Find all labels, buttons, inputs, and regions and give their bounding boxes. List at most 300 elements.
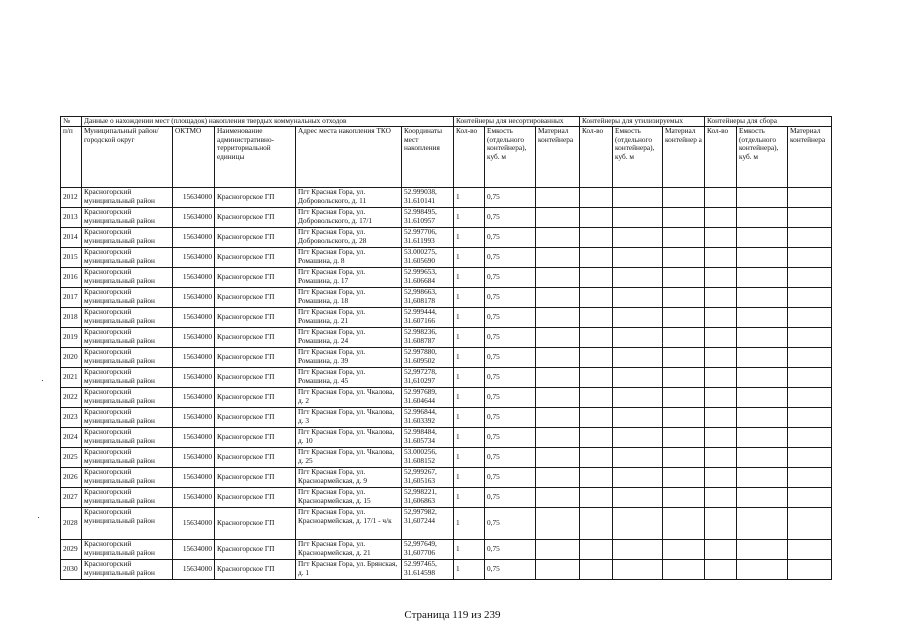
coords-cell: 52.999444, 31.607166 xyxy=(402,308,454,328)
empty-cell xyxy=(705,560,737,580)
empty-cell xyxy=(705,208,737,228)
oktmo-cell: 15634000 xyxy=(173,560,215,580)
table-row xyxy=(61,448,832,468)
empty-cell xyxy=(788,408,832,428)
empty-cell xyxy=(580,208,613,228)
oktmo-cell: 15634000 xyxy=(173,540,215,560)
empty-cell xyxy=(737,388,788,408)
empty-cell xyxy=(613,560,663,580)
material-header-recycled: Материал контейнер а xyxy=(663,127,705,188)
table-row xyxy=(61,268,832,288)
empty-cell xyxy=(788,488,832,508)
empty-cell xyxy=(705,368,737,388)
admin-unit-cell: Красногорское ГП xyxy=(215,428,296,448)
qty-header-recycled: Кол-во xyxy=(580,127,613,188)
empty-cell xyxy=(663,248,705,268)
coords-cell: 52,997649, 31,607706 xyxy=(402,540,454,560)
coords-cell: 52.999653, 31.606684 xyxy=(402,268,454,288)
admin-unit-header: Наименование административно-территориальной единицы xyxy=(215,127,296,188)
admin-unit-cell: Красногорское ГП xyxy=(215,208,296,228)
empty-cell xyxy=(737,188,788,208)
empty-cell xyxy=(705,268,737,288)
table-row xyxy=(61,368,832,388)
scan-speck xyxy=(662,343,663,344)
empty-cell xyxy=(613,208,663,228)
capacity-cell: 0,75 xyxy=(485,488,536,508)
empty-cell xyxy=(580,248,613,268)
qty-cell: 1 xyxy=(454,268,485,288)
empty-cell xyxy=(663,468,705,488)
empty-cell xyxy=(580,328,613,348)
coords-cell: 52,997982, 31,607244 xyxy=(402,508,454,540)
empty-cell xyxy=(737,540,788,560)
empty-cell xyxy=(580,408,613,428)
qty-cell: 1 xyxy=(454,540,485,560)
empty-cell xyxy=(705,188,737,208)
address-cell: Пгт Красная Гора, ул. Добровольского, д. 11 xyxy=(296,188,402,208)
row-number-cell: 2023 xyxy=(61,408,82,428)
admin-unit-cell: Красногорское ГП xyxy=(215,468,296,488)
capacity-cell: 0,75 xyxy=(485,288,536,308)
empty-cell xyxy=(663,508,705,540)
row-number-cell: 2013 xyxy=(61,208,82,228)
oktmo-cell: 15634000 xyxy=(173,228,215,248)
empty-cell xyxy=(613,368,663,388)
coords-cell: 53.000275, 31.605690 xyxy=(402,248,454,268)
empty-cell xyxy=(536,428,580,448)
oktmo-cell: 15634000 xyxy=(173,488,215,508)
capacity-cell: 0,75 xyxy=(485,428,536,448)
empty-cell xyxy=(580,368,613,388)
coords-header: Координаты мест накопления xyxy=(402,127,454,188)
coords-cell: 52,998663, 31,608178 xyxy=(402,288,454,308)
row-number-cell: 2021 xyxy=(61,368,82,388)
oktmo-cell: 15634000 xyxy=(173,208,215,228)
oktmo-cell: 15634000 xyxy=(173,408,215,428)
waste-site-register-table xyxy=(60,116,832,580)
scan-speck xyxy=(38,517,39,518)
admin-unit-cell: Красногорское ГП xyxy=(215,448,296,468)
empty-cell xyxy=(663,448,705,468)
empty-cell xyxy=(580,428,613,448)
municipal-cell: Красногорский муниципальный район xyxy=(82,288,173,308)
empty-cell xyxy=(663,228,705,248)
capacity-cell: 0,75 xyxy=(485,208,536,228)
empty-cell xyxy=(613,288,663,308)
empty-cell xyxy=(788,208,832,228)
municipal-cell: Красногорский муниципальный район xyxy=(82,428,173,448)
empty-cell xyxy=(705,248,737,268)
municipal-cell: Красногорский муниципальный район xyxy=(82,448,173,468)
empty-cell xyxy=(788,288,832,308)
qty-cell: 1 xyxy=(454,560,485,580)
unsorted-group-header: Контейнеры для несортированных xyxy=(454,117,580,127)
capacity-cell: 0,75 xyxy=(485,540,536,560)
admin-unit-cell: Красногорское ГП xyxy=(215,328,296,348)
empty-cell xyxy=(580,540,613,560)
table-row xyxy=(61,188,832,208)
capacity-cell: 0,75 xyxy=(485,388,536,408)
table-row xyxy=(61,328,832,348)
oktmo-cell: 15634000 xyxy=(173,428,215,448)
table-row xyxy=(61,288,832,308)
empty-cell xyxy=(536,388,580,408)
admin-unit-cell: Красногорское ГП xyxy=(215,388,296,408)
empty-cell xyxy=(613,448,663,468)
table-row xyxy=(61,388,832,408)
empty-cell xyxy=(705,308,737,328)
oktmo-cell: 15634000 xyxy=(173,308,215,328)
table-row xyxy=(61,408,832,428)
empty-cell xyxy=(737,448,788,468)
capacity-cell: 0,75 xyxy=(485,308,536,328)
qty-cell: 1 xyxy=(454,388,485,408)
empty-cell xyxy=(737,328,788,348)
empty-cell xyxy=(737,208,788,228)
empty-cell xyxy=(663,208,705,228)
oktmo-cell: 15634000 xyxy=(173,268,215,288)
empty-cell xyxy=(536,540,580,560)
empty-cell xyxy=(737,248,788,268)
empty-cell xyxy=(663,268,705,288)
empty-cell xyxy=(705,468,737,488)
capacity-cell: 0,75 xyxy=(485,508,536,540)
municipal-cell: Красногорский муниципальный район xyxy=(82,408,173,428)
oktmo-cell: 15634000 xyxy=(173,288,215,308)
qty-cell: 1 xyxy=(454,428,485,448)
table-row xyxy=(61,348,832,368)
empty-cell xyxy=(536,308,580,328)
empty-cell xyxy=(580,268,613,288)
empty-cell xyxy=(580,560,613,580)
qty-cell: 1 xyxy=(454,468,485,488)
empty-cell xyxy=(663,328,705,348)
admin-unit-cell: Красногорское ГП xyxy=(215,228,296,248)
empty-cell xyxy=(580,308,613,328)
empty-cell xyxy=(737,408,788,428)
oktmo-cell: 15634000 xyxy=(173,348,215,368)
capacity-cell: 0,75 xyxy=(485,468,536,488)
empty-cell xyxy=(705,488,737,508)
qty-cell: 1 xyxy=(454,188,485,208)
empty-cell xyxy=(737,428,788,448)
empty-cell xyxy=(705,448,737,468)
empty-cell xyxy=(536,468,580,488)
qty-cell: 1 xyxy=(454,448,485,468)
empty-cell xyxy=(613,540,663,560)
coords-cell: 52.996844, 31.603392 xyxy=(402,408,454,428)
empty-cell xyxy=(788,308,832,328)
address-cell: Пгт Красная Гора, ул. Ромашина, д. 8 xyxy=(296,248,402,268)
empty-cell xyxy=(663,288,705,308)
row-number-cell: 2022 xyxy=(61,388,82,408)
table-row xyxy=(61,468,832,488)
municipal-cell: Красногорский муниципальный район xyxy=(82,208,173,228)
empty-cell xyxy=(663,388,705,408)
table-row xyxy=(61,308,832,328)
col-num-sub-header: п/п xyxy=(61,127,82,188)
empty-cell xyxy=(613,268,663,288)
empty-cell xyxy=(580,488,613,508)
empty-cell xyxy=(613,428,663,448)
admin-unit-cell: Красногорское ГП xyxy=(215,540,296,560)
empty-cell xyxy=(536,408,580,428)
qty-cell: 1 xyxy=(454,408,485,428)
municipal-cell: Красногорский муниципальный район xyxy=(82,540,173,560)
capacity-cell: 0,75 xyxy=(485,248,536,268)
empty-cell xyxy=(663,408,705,428)
empty-cell xyxy=(613,408,663,428)
row-number-cell: 2015 xyxy=(61,248,82,268)
recycled-group-header: Контейнеры для утилизируемых xyxy=(580,117,705,127)
empty-cell xyxy=(663,368,705,388)
empty-cell xyxy=(705,228,737,248)
address-cell: Пгт Красная Гора, ул. Красноармейская, д. 15 xyxy=(296,488,402,508)
municipal-header: Муниципальный район/городской округ xyxy=(82,127,173,188)
address-cell: Пгт Красная Гора, ул. Красноармейская, д. 9 xyxy=(296,468,402,488)
capacity-header-recycled: Емкость (отдельного контейнера), куб. м xyxy=(613,127,663,188)
empty-cell xyxy=(536,448,580,468)
coords-cell: 52.999038, 31.610141 xyxy=(402,188,454,208)
admin-unit-cell: Красногорское ГП xyxy=(215,248,296,268)
municipal-cell: Красногорский муниципальный район xyxy=(82,560,173,580)
empty-cell xyxy=(580,188,613,208)
empty-cell xyxy=(613,188,663,208)
coords-cell: 52.997880, 31.609502 xyxy=(402,348,454,368)
qty-cell: 1 xyxy=(454,328,485,348)
oktmo-cell: 15634000 xyxy=(173,388,215,408)
empty-cell xyxy=(580,508,613,540)
empty-cell xyxy=(663,348,705,368)
empty-cell xyxy=(705,328,737,348)
coords-cell: 52.998236, 31.608787 xyxy=(402,328,454,348)
table-row xyxy=(61,508,832,540)
scan-speck xyxy=(42,380,43,381)
municipal-cell: Красногорский муниципальный район xyxy=(82,228,173,248)
table-row xyxy=(61,248,832,268)
empty-cell xyxy=(788,508,832,540)
row-number-cell: 2012 xyxy=(61,188,82,208)
admin-unit-cell: Красногорское ГП xyxy=(215,188,296,208)
empty-cell xyxy=(737,348,788,368)
qty-cell: 1 xyxy=(454,308,485,328)
address-cell: Пгт Красная Гора, ул. Красноармейская, д. 21 xyxy=(296,540,402,560)
municipal-cell: Красногорский муниципальный район xyxy=(82,248,173,268)
row-number-cell: 2017 xyxy=(61,288,82,308)
table-row xyxy=(61,560,832,580)
municipal-cell: Красногорский муниципальный район xyxy=(82,328,173,348)
coords-cell: 52,999267, 31,605163 xyxy=(402,468,454,488)
empty-cell xyxy=(536,188,580,208)
municipal-cell: Красногорский муниципальный район xyxy=(82,488,173,508)
empty-cell xyxy=(737,368,788,388)
empty-cell xyxy=(580,288,613,308)
capacity-cell: 0,75 xyxy=(485,328,536,348)
empty-cell xyxy=(788,540,832,560)
empty-cell xyxy=(613,228,663,248)
qty-cell: 1 xyxy=(454,248,485,268)
empty-cell xyxy=(613,328,663,348)
empty-cell xyxy=(663,308,705,328)
coords-cell: 52.997465, 31.614598 xyxy=(402,560,454,580)
coords-cell: 52.998484, 31.605734 xyxy=(402,428,454,448)
municipal-cell: Красногорский муниципальный район xyxy=(82,348,173,368)
empty-cell xyxy=(613,508,663,540)
capacity-cell: 0,75 xyxy=(485,228,536,248)
address-cell: Пгт Красная Гора, ул. Чкалова, д. 10 xyxy=(296,428,402,448)
empty-cell xyxy=(788,368,832,388)
empty-cell xyxy=(737,308,788,328)
address-cell: Пгт Красная Гора, ул. Добровольского, д. 28 xyxy=(296,228,402,248)
empty-cell xyxy=(737,268,788,288)
coords-cell: 52,998221, 31,606863 xyxy=(402,488,454,508)
capacity-header-unsorted: Емкость (отдельного контейнера), куб. м xyxy=(485,127,536,188)
empty-cell xyxy=(788,448,832,468)
row-number-cell: 2025 xyxy=(61,448,82,468)
empty-cell xyxy=(663,540,705,560)
admin-unit-cell: Красногорское ГП xyxy=(215,368,296,388)
municipal-cell: Красногорский муниципальный район xyxy=(82,468,173,488)
empty-cell xyxy=(613,348,663,368)
address-cell: Пгт Красная Гора, ул. Ромашина, д. 17 xyxy=(296,268,402,288)
capacity-cell: 0,75 xyxy=(485,268,536,288)
empty-cell xyxy=(536,208,580,228)
coords-cell: 52,997278, 31,610297 xyxy=(402,368,454,388)
empty-cell xyxy=(788,268,832,288)
admin-unit-cell: Красногорское ГП xyxy=(215,348,296,368)
coords-cell: 52.997706, 31.611993 xyxy=(402,228,454,248)
empty-cell xyxy=(788,228,832,248)
municipal-cell: Красногорский муниципальный район xyxy=(82,188,173,208)
row-number-cell: 2016 xyxy=(61,268,82,288)
capacity-cell: 0,75 xyxy=(485,448,536,468)
empty-cell xyxy=(536,288,580,308)
admin-unit-cell: Красногорское ГП xyxy=(215,408,296,428)
register-table-body xyxy=(61,188,832,580)
empty-cell xyxy=(705,348,737,368)
empty-cell xyxy=(536,268,580,288)
header-row-groups xyxy=(61,117,832,127)
oktmo-cell: 15634000 xyxy=(173,188,215,208)
empty-cell xyxy=(580,448,613,468)
empty-cell xyxy=(663,188,705,208)
page-number: Страница 119 из 239 xyxy=(404,609,501,621)
admin-unit-cell: Красногорское ГП xyxy=(215,288,296,308)
empty-cell xyxy=(788,468,832,488)
qty-cell: 1 xyxy=(454,348,485,368)
row-number-cell: 2020 xyxy=(61,348,82,368)
header-row-columns xyxy=(61,127,832,188)
admin-unit-cell: Красногорское ГП xyxy=(215,488,296,508)
municipal-cell: Красногорский муниципальный район xyxy=(82,508,173,540)
qty-header-collect: Кол-во xyxy=(705,127,737,188)
empty-cell xyxy=(788,560,832,580)
empty-cell xyxy=(705,288,737,308)
row-number-cell: 2019 xyxy=(61,328,82,348)
empty-cell xyxy=(737,508,788,540)
address-cell: Пгт Красная Гора, ул. Чкалова, д. 3 xyxy=(296,408,402,428)
admin-unit-cell: Красногорское ГП xyxy=(215,560,296,580)
empty-cell xyxy=(536,368,580,388)
oktmo-cell: 15634000 xyxy=(173,468,215,488)
empty-cell xyxy=(613,488,663,508)
material-header-unsorted: Материал контейнера xyxy=(536,127,580,188)
municipal-cell: Красногорский муниципальный район xyxy=(82,308,173,328)
capacity-cell: 0,75 xyxy=(485,348,536,368)
qty-cell: 1 xyxy=(454,508,485,540)
collect-group-header: Контейнеры для сбора xyxy=(705,117,832,127)
row-number-cell: 2030 xyxy=(61,560,82,580)
empty-cell xyxy=(788,428,832,448)
capacity-cell: 0,75 xyxy=(485,408,536,428)
empty-cell xyxy=(580,468,613,488)
empty-cell xyxy=(705,388,737,408)
empty-cell xyxy=(580,388,613,408)
qty-cell: 1 xyxy=(454,208,485,228)
empty-cell xyxy=(737,468,788,488)
oktmo-cell: 15634000 xyxy=(173,448,215,468)
address-header: Адрес места накопления ТКО xyxy=(296,127,402,188)
register-table-wrapper xyxy=(60,116,832,580)
municipal-cell: Красногорский муниципальный район xyxy=(82,368,173,388)
table-row xyxy=(61,228,832,248)
empty-cell xyxy=(613,468,663,488)
coords-cell: 52.997689, 31.604644 xyxy=(402,388,454,408)
empty-cell xyxy=(536,248,580,268)
empty-cell xyxy=(788,328,832,348)
material-header-collect: Материал контейнера xyxy=(788,127,832,188)
empty-cell xyxy=(737,560,788,580)
oktmo-cell: 15634000 xyxy=(173,248,215,268)
address-cell: Пгт Красная Гора, ул. Ромашина, д. 24 xyxy=(296,328,402,348)
empty-cell xyxy=(705,540,737,560)
oktmo-cell: 15634000 xyxy=(173,328,215,348)
location-group-header: Данные о нахождении мест (площадок) накопления твердых коммунальных отходов xyxy=(82,117,454,127)
empty-cell xyxy=(737,488,788,508)
qty-cell: 1 xyxy=(454,288,485,308)
address-cell: Пгт Красная Гора, ул. Ромашина, д. 45 xyxy=(296,368,402,388)
address-cell: Пгт Красная Гора, ул. Брянская, д. 1 xyxy=(296,560,402,580)
address-cell: Пгт Красная Гора, ул. Ромашина, д. 18 xyxy=(296,288,402,308)
empty-cell xyxy=(580,348,613,368)
admin-unit-cell: Красногорское ГП xyxy=(215,308,296,328)
capacity-cell: 0,75 xyxy=(485,188,536,208)
row-number-cell: 2027 xyxy=(61,488,82,508)
capacity-cell: 0,75 xyxy=(485,368,536,388)
municipal-cell: Красногорский муниципальный район xyxy=(82,388,173,408)
row-number-cell: 2028 xyxy=(61,508,82,540)
capacity-header-collect: Емкость (отдельного контейнера), куб. м xyxy=(737,127,788,188)
qty-cell: 1 xyxy=(454,488,485,508)
empty-cell xyxy=(663,428,705,448)
oktmo-cell: 15634000 xyxy=(173,508,215,540)
empty-cell xyxy=(536,328,580,348)
admin-unit-cell: Красногорское ГП xyxy=(215,268,296,288)
empty-cell xyxy=(536,508,580,540)
address-cell: Пгт Красная Гора, ул. Ромашина, д. 21 xyxy=(296,308,402,328)
empty-cell xyxy=(705,508,737,540)
empty-cell xyxy=(613,388,663,408)
empty-cell xyxy=(536,348,580,368)
table-row xyxy=(61,428,832,448)
address-cell: Пгт Красная Гора, ул. Добровольского, д. 17/1 xyxy=(296,208,402,228)
admin-unit-cell: Красногорское ГП xyxy=(215,508,296,540)
capacity-cell: 0,75 xyxy=(485,560,536,580)
coords-cell: 52.998495, 31.610957 xyxy=(402,208,454,228)
empty-cell xyxy=(788,388,832,408)
empty-cell xyxy=(663,560,705,580)
empty-cell xyxy=(536,488,580,508)
